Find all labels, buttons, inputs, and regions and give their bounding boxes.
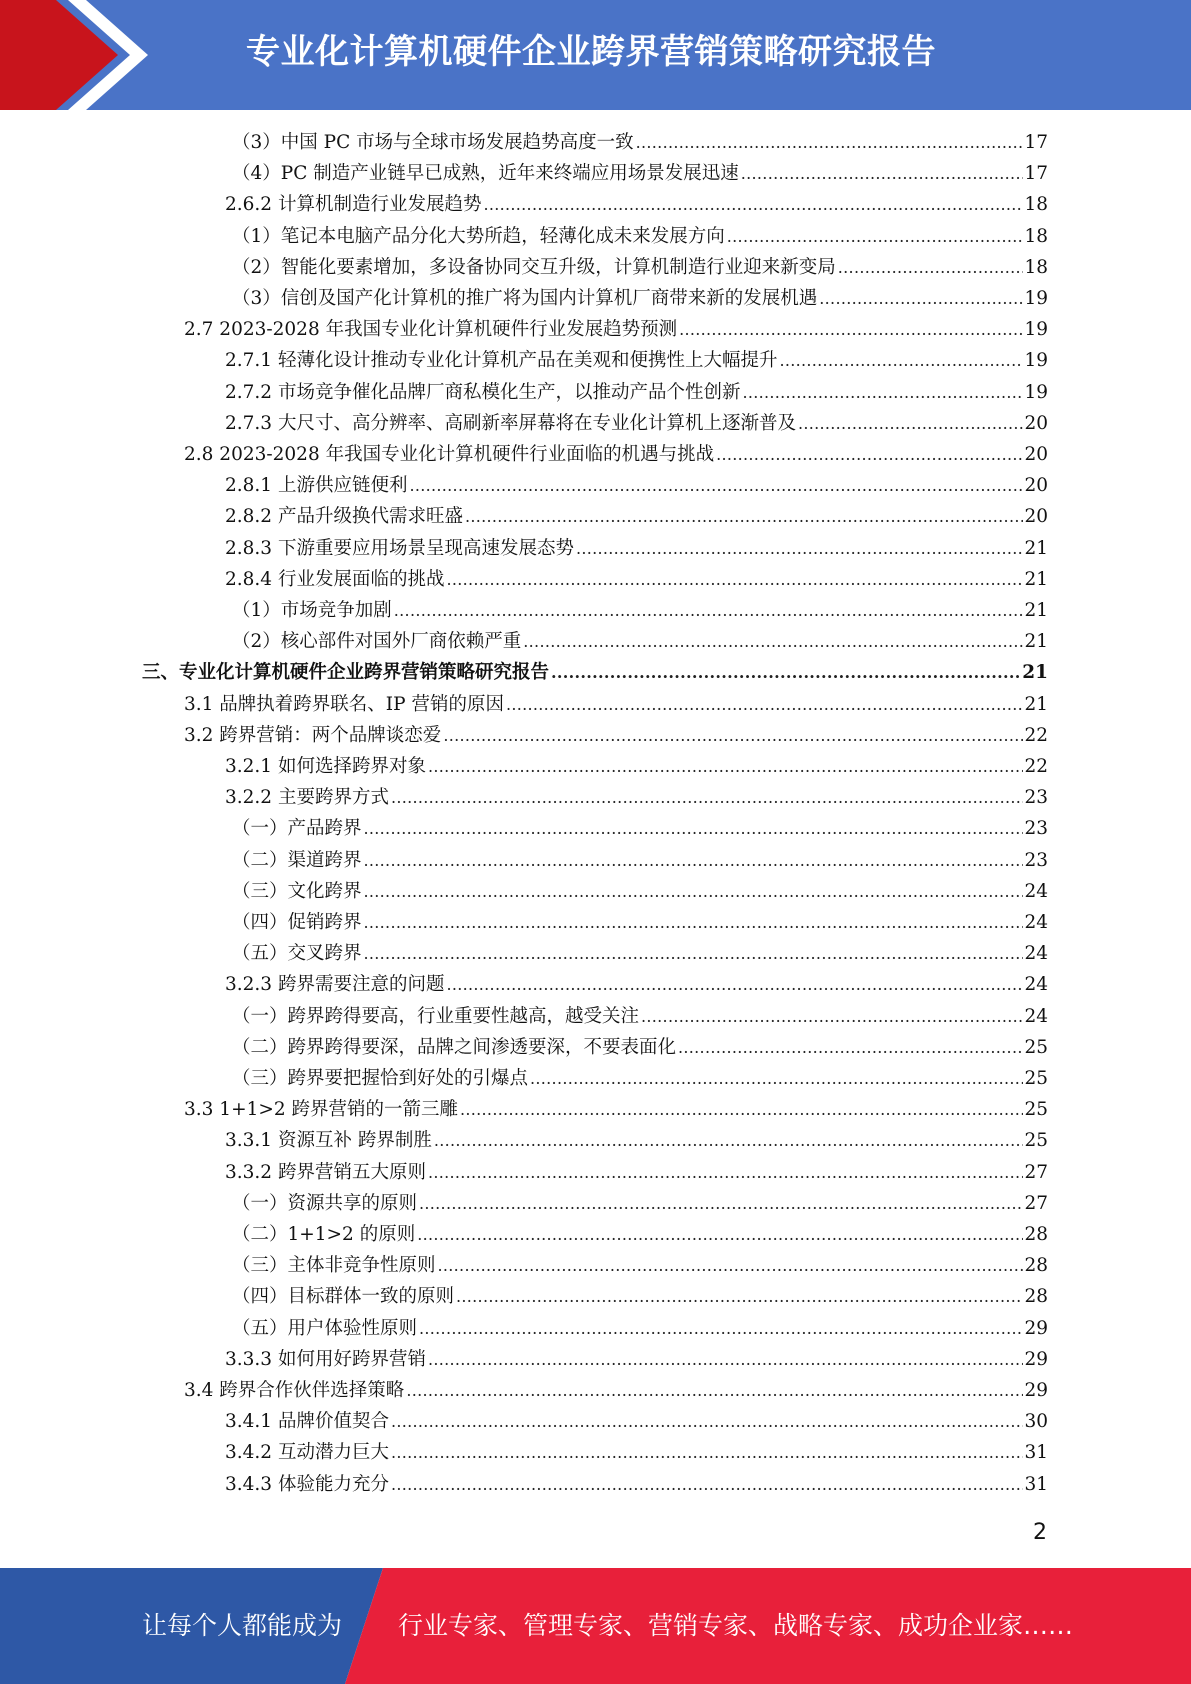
toc-entry[interactable] <box>232 1251 1048 1281</box>
header-arrow-decoration <box>0 0 160 110</box>
toc-entry-page: 21 <box>1024 631 1048 653</box>
toc-entry[interactable] <box>232 222 1048 252</box>
toc-entry[interactable] <box>225 1470 1048 1500</box>
toc-entry[interactable] <box>184 690 1048 720</box>
toc-entry[interactable] <box>225 1345 1048 1375</box>
toc-entry-page: 18 <box>1024 225 1048 247</box>
toc-dot-leader <box>678 1033 1023 1063</box>
toc-dot-leader <box>742 378 1023 408</box>
toc-dot-leader <box>364 846 1024 876</box>
toc-dot-leader <box>838 253 1024 283</box>
toc-dot-leader <box>483 190 1023 220</box>
toc-entry[interactable] <box>184 1376 1048 1406</box>
toc-entry-title: （三）文化跨界 <box>232 880 362 902</box>
toc-dot-leader <box>364 814 1024 844</box>
toc-dot-leader <box>641 1002 1023 1032</box>
toc-entry-title: 2.8.1 上游供应链便利 <box>225 475 408 497</box>
toc-dot-leader <box>419 1314 1023 1344</box>
toc-entry-page: 19 <box>1024 288 1048 309</box>
page-footer <box>0 1568 1191 1684</box>
toc-entry-page: 23 <box>1024 787 1048 809</box>
toc-entry-page: 19 <box>1024 381 1048 403</box>
toc-entry[interactable] <box>232 1033 1048 1063</box>
toc-dot-leader <box>798 409 1023 439</box>
toc-entry-title: （2）智能化要素增加，多设备协同交互升级，计算机制造行业迎来新变局 <box>232 256 836 278</box>
toc-dot-leader <box>741 159 1024 189</box>
toc-dot-leader <box>819 284 1023 314</box>
toc-entry-page: 31 <box>1024 1473 1048 1495</box>
toc-dot-leader <box>446 565 1023 595</box>
toc-dot-leader <box>446 970 1023 1000</box>
toc-dot-leader <box>465 502 1023 532</box>
toc-entry-title: 2.7.1 轻薄化设计推动专业化计算机产品在美观和便携性上大幅提升 <box>225 350 778 372</box>
toc-entry-title: 3.4.2 互动潜力巨大 <box>225 1442 389 1464</box>
toc-entry[interactable] <box>225 752 1048 782</box>
toc-entry[interactable] <box>225 565 1048 595</box>
toc-dot-leader <box>428 752 1023 782</box>
toc-entry-page: 19 <box>1024 350 1048 372</box>
toc-entry-page: 20 <box>1024 412 1048 434</box>
toc-entry-title: 2.8.2 产品升级换代需求旺盛 <box>225 506 463 528</box>
toc-dot-leader <box>779 346 1023 376</box>
toc-entry[interactable] <box>225 1158 1048 1188</box>
toc-entry-page: 28 <box>1024 1255 1048 1277</box>
toc-entry-page: 17 <box>1024 163 1048 185</box>
toc-dot-leader <box>576 534 1023 564</box>
toc-entry-page: 24 <box>1024 974 1048 996</box>
toc-entry[interactable] <box>225 1438 1048 1468</box>
toc-entry-title: （1）市场竞争加剧 <box>232 600 392 621</box>
toc-entry-page: 23 <box>1024 818 1048 840</box>
toc-entry-title: （三）主体非竞争性原则 <box>232 1255 436 1277</box>
toc-entry-page: 21 <box>1022 662 1048 684</box>
toc-entry[interactable] <box>184 440 1048 470</box>
toc-entry[interactable] <box>225 346 1048 376</box>
toc-dot-leader <box>716 440 1023 470</box>
toc-entry-title: 2.8 2023-2028 年我国专业化计算机硬件行业面临的机遇与挑战 <box>184 444 715 465</box>
toc-entry[interactable] <box>225 1126 1048 1156</box>
toc-dot-leader <box>636 128 1024 158</box>
toc-entry[interactable] <box>232 1189 1048 1219</box>
toc-entry-page: 24 <box>1024 912 1048 933</box>
toc-entry-page: 22 <box>1024 756 1048 777</box>
toc-entry[interactable] <box>225 409 1048 439</box>
toc-entry[interactable] <box>232 159 1048 189</box>
toc-dot-leader <box>417 1220 1023 1250</box>
toc-entry-page: 18 <box>1024 194 1048 216</box>
toc-dot-leader <box>394 596 1024 626</box>
toc-entry-title: （五）交叉跨界 <box>232 943 362 965</box>
toc-entry[interactable] <box>232 1282 1048 1312</box>
toc-entry[interactable] <box>225 502 1048 532</box>
toc-entry-title: （四）目标群体一致的原则 <box>232 1286 455 1308</box>
toc-entry-title: 2.8.4 行业发展面临的挑战 <box>225 568 445 590</box>
toc-dot-leader <box>679 315 1023 345</box>
toc-entry-page: 29 <box>1024 1380 1048 1401</box>
toc-entry-title: 3.3.3 如何用好跨界营销 <box>225 1348 426 1370</box>
toc-entry-title: （一）产品跨界 <box>232 818 362 840</box>
toc-dot-leader <box>364 908 1024 938</box>
toc-entry-page: 19 <box>1024 319 1048 341</box>
toc-entry-title: 3.2.2 主要跨界方式 <box>225 787 389 809</box>
toc-entry[interactable] <box>232 253 1048 283</box>
toc-entry[interactable] <box>184 1095 1048 1125</box>
toc-entry-page: 21 <box>1024 568 1048 590</box>
toc-entry-page: 29 <box>1024 1317 1048 1339</box>
toc-entry-title: 3.4.3 体验能力充分 <box>225 1473 389 1495</box>
toc-entry[interactable] <box>225 378 1048 408</box>
toc-dot-leader <box>460 1095 1023 1125</box>
toc-entry-title: （3）中国 PC 市场与全球市场发展趋势高度一致 <box>232 132 634 153</box>
toc-entry-title: 三、专业化计算机硬件企业跨界营销策略研究报告 <box>142 662 550 684</box>
toc-entry[interactable] <box>232 814 1048 844</box>
toc-entry-title: （一）资源共享的原则 <box>232 1192 418 1214</box>
toc-dot-leader <box>456 1282 1023 1312</box>
toc-entry-title: 3.2.1 如何选择跨界对象 <box>225 756 426 777</box>
toc-entry-page: 29 <box>1024 1348 1048 1370</box>
toc-entry-page: 20 <box>1024 506 1048 528</box>
toc-dot-leader <box>391 1438 1023 1468</box>
toc-entry-title: 3.3 1+1>2 跨界营销的一箭三雕 <box>184 1099 458 1121</box>
toc-entry-title: （四）促销跨界 <box>232 912 362 933</box>
toc-entry-title: 2.7 2023-2028 年我国专业化计算机硬件行业发展趋势预测 <box>184 319 678 341</box>
toc-entry-page: 31 <box>1024 1442 1048 1464</box>
header-title: 专业化计算机硬件企业跨界营销策略研究报告 <box>246 32 936 72</box>
toc-entry[interactable] <box>142 658 1048 688</box>
toc-entry-title: （二）渠道跨界 <box>232 849 362 871</box>
toc-entry[interactable] <box>232 846 1048 876</box>
toc-dot-leader <box>406 1376 1023 1406</box>
toc-entry-title: （一）跨界跨得要高，行业重要性越高，越受关注 <box>232 1005 640 1027</box>
toc-entry-page: 25 <box>1024 1036 1048 1058</box>
toc-entry-page: 20 <box>1024 475 1048 497</box>
toc-entry[interactable] <box>225 190 1048 220</box>
toc-entry-title: （2）核心部件对国外厂商依赖严重 <box>232 631 522 653</box>
toc-dot-leader <box>434 1126 1024 1156</box>
toc-entry[interactable] <box>232 627 1048 657</box>
toc-dot-leader <box>523 627 1023 657</box>
toc-dot-leader <box>364 877 1024 907</box>
toc-entry[interactable] <box>232 939 1048 969</box>
toc-entry-page: 22 <box>1024 724 1048 746</box>
toc-dot-leader <box>428 1345 1023 1375</box>
footer-slogan-left: 让每个人都能成为 <box>142 1611 343 1640</box>
toc-entry-page: 24 <box>1024 1005 1048 1027</box>
page-header <box>0 0 1191 110</box>
toc-dot-leader <box>428 1158 1023 1188</box>
toc-entry-title: 3.1 品牌执着跨界联名、IP 营销的原因 <box>184 693 504 715</box>
toc-dot-leader <box>419 1189 1023 1219</box>
toc-entry-title: 2.7.2 市场竞争催化品牌厂商私模化生产，以推动产品个性创新 <box>225 381 741 403</box>
toc-dot-leader <box>530 1064 1023 1094</box>
toc-entry-title: 2.8.3 下游重要应用场景呈现高速发展态势 <box>225 537 574 559</box>
toc-entry[interactable] <box>232 596 1048 626</box>
toc-dot-leader <box>364 939 1024 969</box>
toc-entry[interactable] <box>225 1407 1048 1437</box>
toc-entry-title: 3.2.3 跨界需要注意的问题 <box>225 974 445 996</box>
toc-entry-page: 23 <box>1024 849 1048 871</box>
toc-dot-leader <box>506 690 1024 720</box>
toc-entry-title: 3.2 跨界营销：两个品牌谈恋爱 <box>184 724 442 746</box>
toc-entry[interactable] <box>184 721 1048 751</box>
toc-entry-page: 25 <box>1024 1099 1048 1121</box>
toc-entry[interactable] <box>232 1064 1048 1094</box>
toc-entry-title: 3.4 跨界合作伙伴选择策略 <box>184 1380 405 1401</box>
toc-entry[interactable] <box>232 1220 1048 1250</box>
toc-entry-title: 3.3.2 跨界营销五大原则 <box>225 1161 426 1183</box>
toc-dot-leader <box>551 658 1021 688</box>
toc-entry-page: 28 <box>1024 1286 1048 1308</box>
toc-entry-title: （1）笔记本电脑产品分化大势所趋，轻薄化成未来发展方向 <box>232 225 725 247</box>
toc-entry-page: 28 <box>1024 1224 1048 1245</box>
toc-entry-title: 3.3.1 资源互补 跨界制胜 <box>225 1130 432 1152</box>
toc-entry-page: 21 <box>1024 537 1048 559</box>
toc-entry[interactable] <box>232 877 1048 907</box>
toc-entry-title: （4）PC 制造产业链早已成熟，近年来终端应用场景发展迅速 <box>232 163 739 185</box>
toc-entry-page: 25 <box>1024 1130 1048 1152</box>
toc-entry[interactable] <box>232 284 1048 314</box>
toc-dot-leader <box>409 471 1023 501</box>
toc-entry-page: 24 <box>1024 880 1048 902</box>
toc-entry-title: （3）信创及国产化计算机的推广将为国内计算机厂商带来新的发展机遇 <box>232 288 818 309</box>
toc-entry-title: （二）1+1>2 的原则 <box>232 1224 416 1245</box>
toc-entry[interactable] <box>184 315 1048 345</box>
toc-entry-title: 2.7.3 大尺寸、高分辨率、高刷新率屏幕将在专业化计算机上逐渐普及 <box>225 412 796 434</box>
toc-entry[interactable] <box>225 970 1048 1000</box>
toc-entry-title: （二）跨界跨得要深，品牌之间渗透要深，不要表面化 <box>232 1036 677 1058</box>
toc-entry-page: 27 <box>1024 1192 1048 1214</box>
toc-entry-page: 21 <box>1024 693 1048 715</box>
toc-dot-leader <box>391 1407 1023 1437</box>
toc-entry[interactable] <box>225 783 1048 813</box>
toc-entry[interactable] <box>232 128 1048 158</box>
toc-entry-page: 21 <box>1024 600 1048 621</box>
toc-entry-title: （三）跨界要把握恰到好处的引爆点 <box>232 1068 529 1089</box>
toc-entry[interactable] <box>232 908 1048 938</box>
toc-entry[interactable] <box>232 1314 1048 1344</box>
toc-entry-title: （五）用户体验性原则 <box>232 1317 418 1339</box>
toc-entry-page: 27 <box>1024 1161 1048 1183</box>
toc-entry-page: 25 <box>1024 1068 1048 1089</box>
toc-entry-page: 17 <box>1024 132 1048 153</box>
toc-dot-leader <box>443 721 1023 751</box>
toc-dot-leader <box>438 1251 1024 1281</box>
toc-entry[interactable] <box>225 471 1048 501</box>
page-number: 2 <box>1033 1520 1047 1545</box>
toc-entry-title: 2.6.2 计算机制造行业发展趋势 <box>225 194 482 216</box>
toc-entry-page: 24 <box>1024 943 1048 965</box>
toc-entry-title: 3.4.1 品牌价值契合 <box>225 1411 389 1433</box>
toc-dot-leader <box>391 1470 1023 1500</box>
footer-slogan-right: 行业专家、管理专家、营销专家、战略专家、成功企业家…… <box>398 1611 1074 1640</box>
toc-dot-leader <box>391 783 1023 813</box>
toc-entry[interactable] <box>225 534 1048 564</box>
toc-entry-page: 30 <box>1024 1411 1048 1433</box>
toc-entry-page: 18 <box>1024 256 1048 278</box>
toc-dot-leader <box>727 222 1024 252</box>
toc-entry[interactable] <box>232 1002 1048 1032</box>
toc-entry-page: 20 <box>1024 444 1048 465</box>
